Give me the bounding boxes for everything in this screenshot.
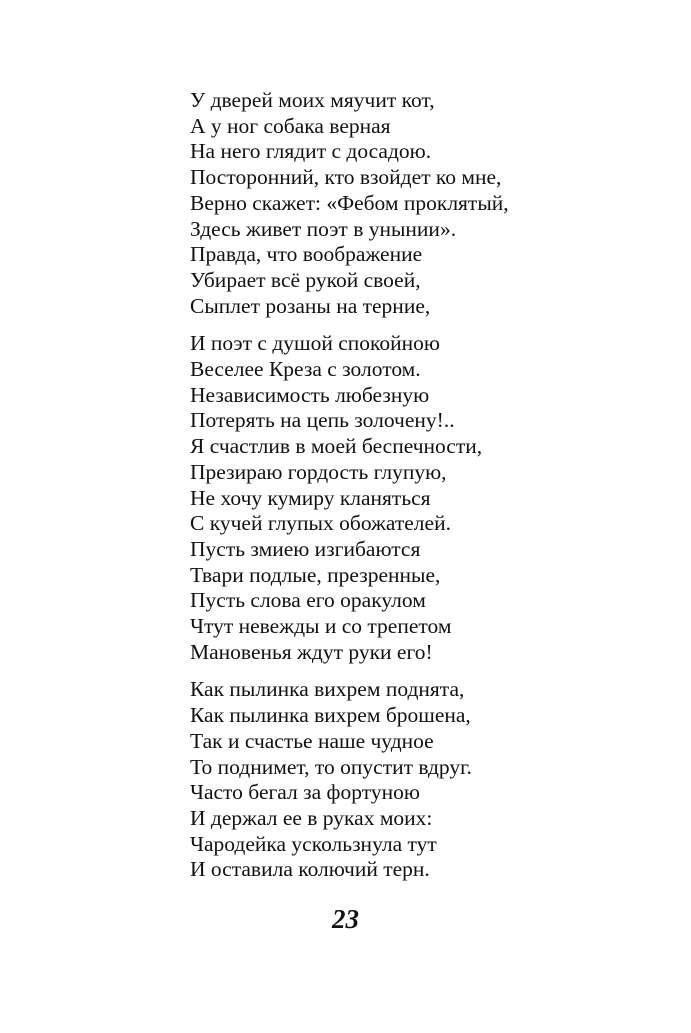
stanza-1: [190, 88, 660, 319]
poem-line: Не хочу кумиру кланяться: [190, 485, 431, 510]
page-number: 23: [332, 904, 359, 934]
poem-line: Часто бегал за фортуною: [190, 780, 420, 805]
stanza-3: [190, 677, 660, 883]
poem-line: Твари подлые, презренные,: [190, 562, 441, 587]
poem-line: И оставила колючий терн.: [190, 857, 430, 882]
poem-line: Правда, что воображение: [190, 242, 423, 267]
poem-line: Верно скажет: «Фебом проклятый,: [190, 190, 509, 215]
poem-line: Убирает всё рукой своей,: [190, 267, 421, 292]
poem-line: То поднимет, то опустит вдруг.: [190, 754, 472, 779]
poem-line: Презираю гордость глупую,: [190, 459, 447, 484]
poem-line: Веселее Креза с золотом.: [190, 357, 421, 382]
poem-line: Посторонний, кто взойдет ко мне,: [190, 165, 502, 190]
poem-line: С кучей глупых обожателей.: [190, 511, 451, 536]
poem-line: Пусть змиею изгибаются: [190, 536, 421, 561]
poem-line: Чтут невежды и со трепетом: [190, 614, 452, 639]
poem-line: На него глядит с досадою.: [190, 139, 432, 164]
poem-line: Потерять на цепь золочену!..: [190, 408, 455, 433]
poem: [190, 88, 660, 883]
poem-line: Пусть слова его оракулом: [190, 588, 426, 613]
stanza-2: [190, 331, 660, 665]
poem-line: Сыплет розаны на терние,: [190, 293, 431, 318]
poem-line: А у ног собака верная: [190, 113, 391, 138]
poem-line: Как пылинка вихрем поднята,: [190, 677, 465, 702]
poem-line: Мановенья ждут руки его!: [190, 639, 433, 664]
poem-line: Независимость любезную: [190, 382, 430, 407]
poem-line: И поэт с душой спокойною: [190, 331, 440, 356]
poem-line: Как пылинка вихрем брошена,: [190, 703, 471, 728]
poem-line: Я счастлив в моей беспечности,: [190, 434, 483, 459]
poem-line: Так и счастье наше чудное: [190, 728, 434, 753]
poem-line: Чародейка ускользнула тут: [190, 831, 437, 856]
poem-line: У дверей моих мяучит кот,: [190, 88, 435, 112]
poem-line: Здесь живет поэт в унынии».: [190, 216, 457, 241]
poem-line: И держал ее в руках моих:: [190, 805, 433, 830]
